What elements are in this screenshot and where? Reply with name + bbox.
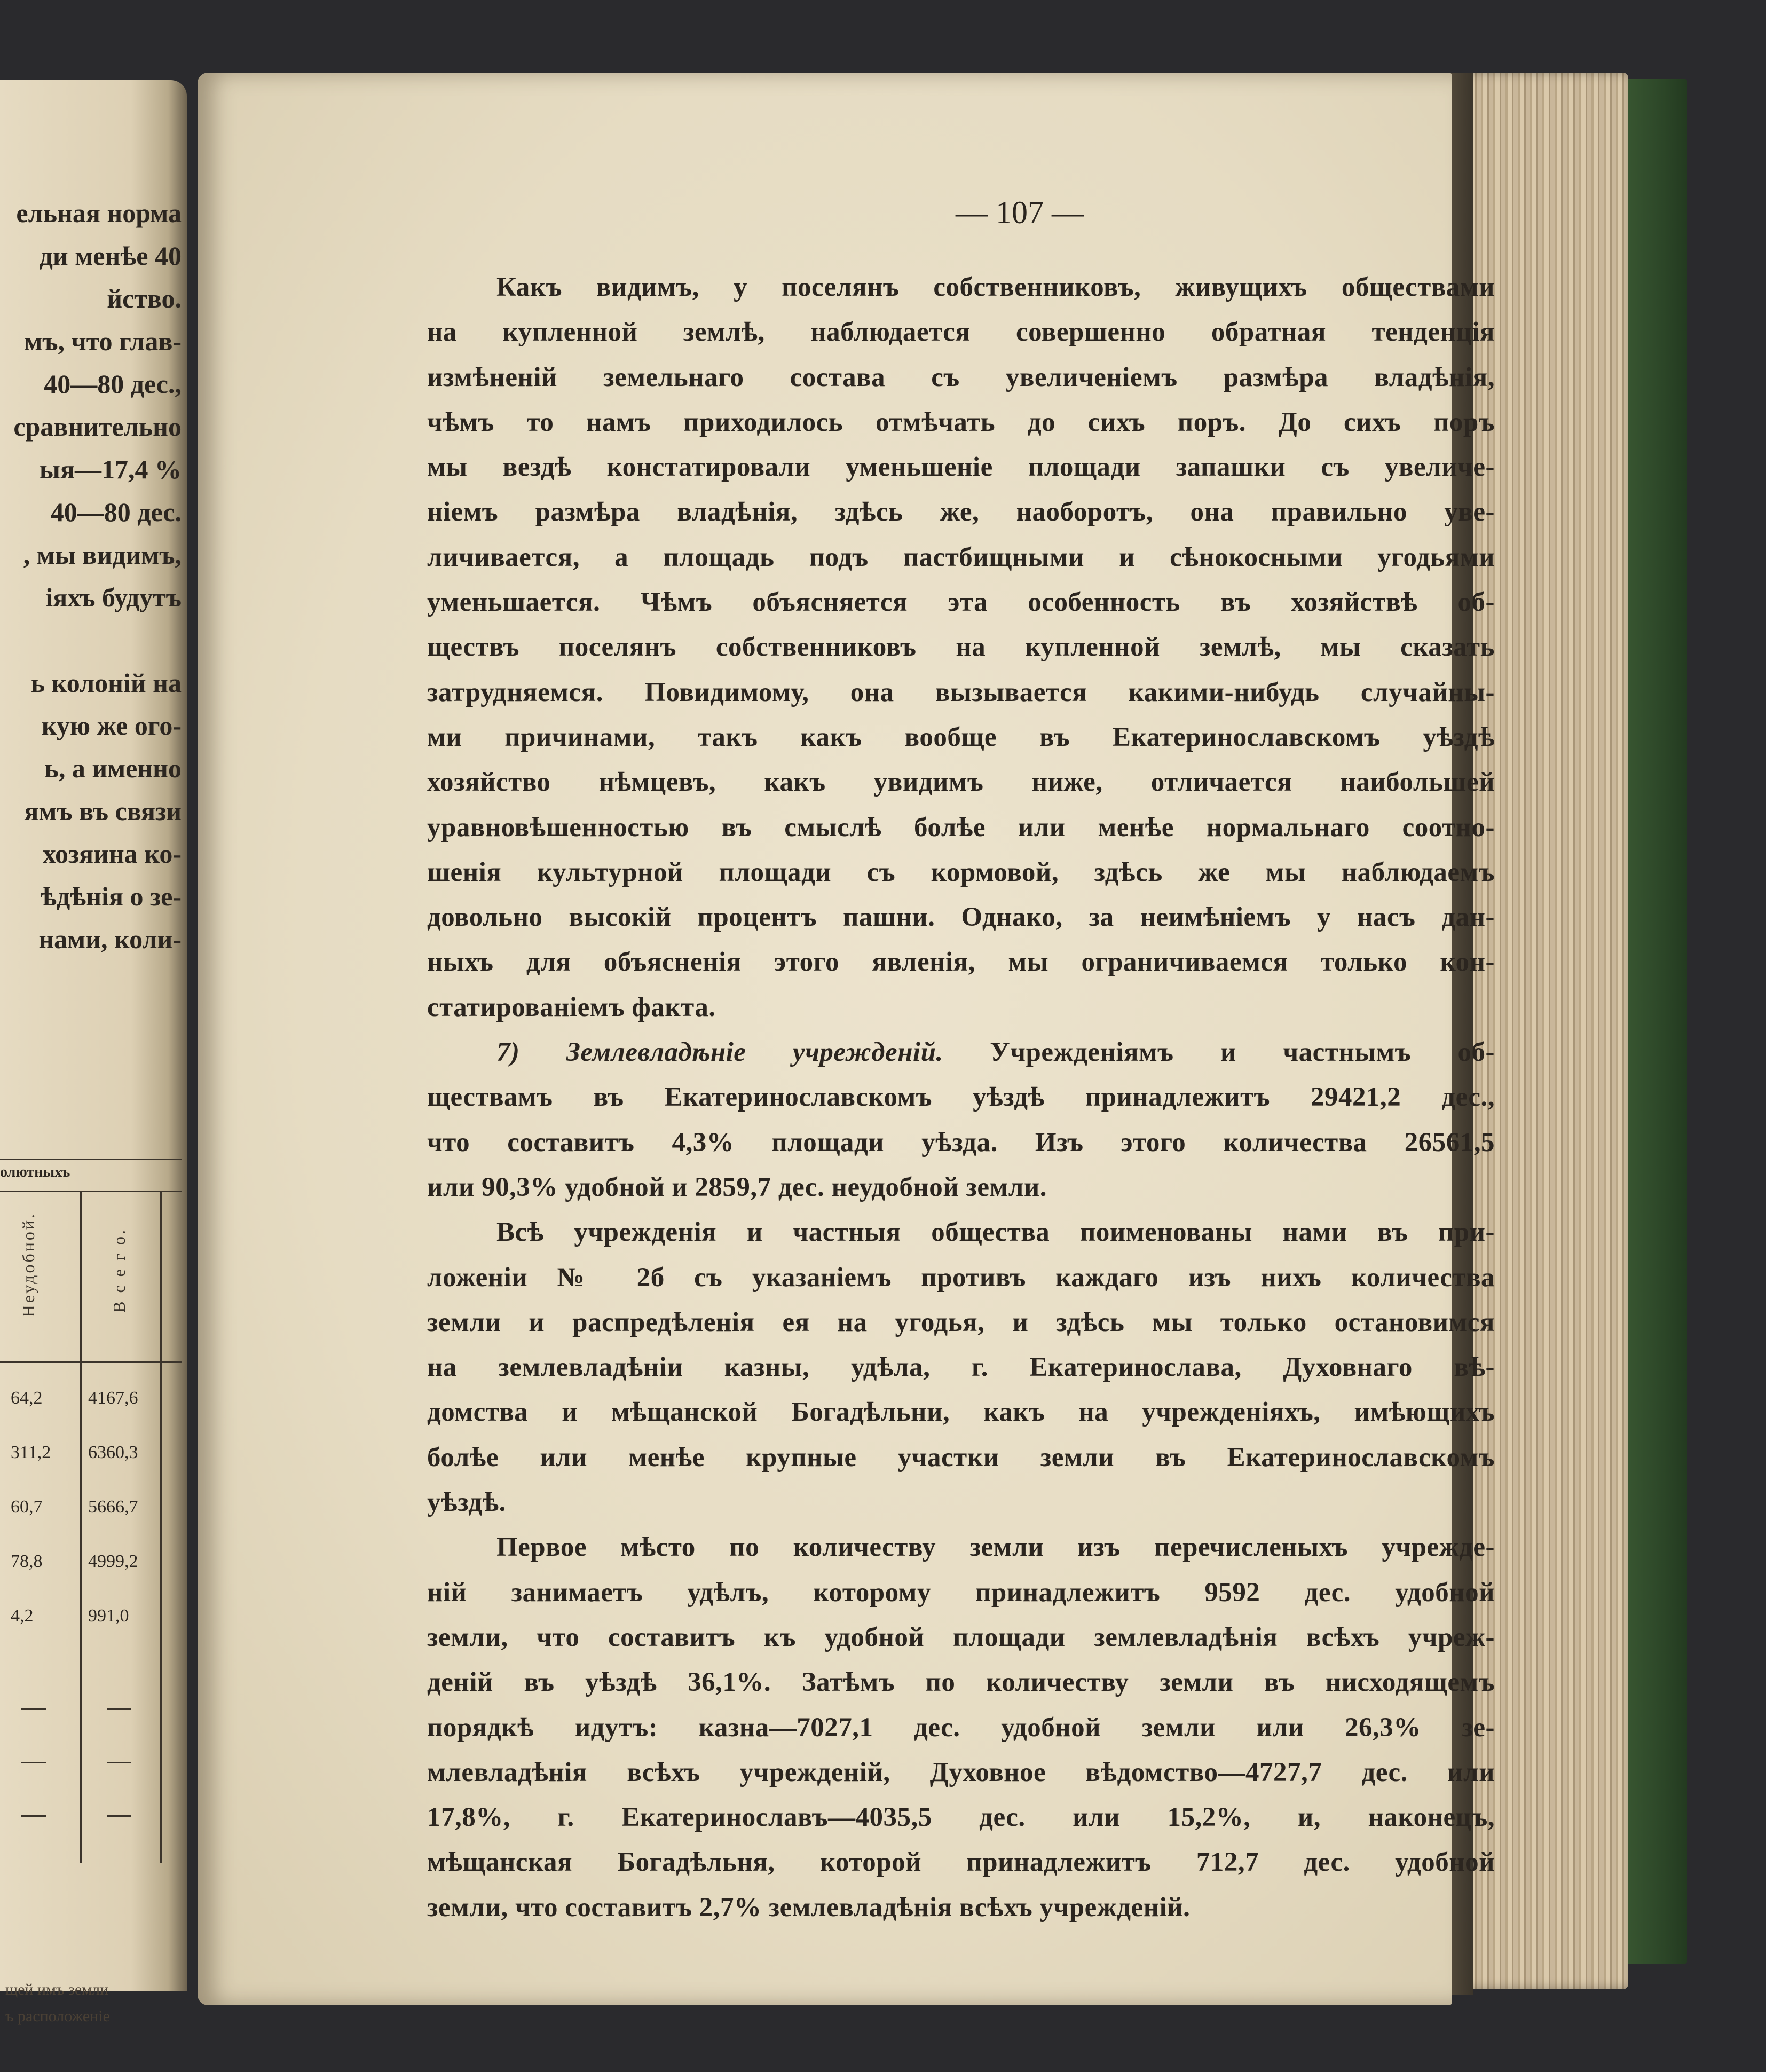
table-rule [0, 1361, 182, 1363]
text-line: что составитъ 4,3% площади уѣзда. Изъ этого количества 26561,5 [427, 1127, 1495, 1157]
text-line: хозяйство нѣмцевъ, какъ увидимъ ниже, отличается наибольшей [427, 767, 1495, 798]
text-line: мѣщанская Богадѣльня, которой принадлежитъ 712,7 дес. удобной [427, 1847, 1495, 1878]
left-page-line: ѣдѣнія о зе- [41, 881, 182, 911]
left-page-line: ь, а именно [44, 753, 182, 783]
left-page-line: 40—80 дес. [50, 497, 182, 527]
section-heading: 7) Землевладѣніе учрежденій. [496, 1037, 943, 1068]
text-line: уѣздѣ. [427, 1487, 506, 1518]
text-line: ществамъ въ Екатеринославскомъ уѣздѣ принадлежитъ 29421,2 дес., [427, 1082, 1495, 1113]
text-line: ложеніи № 2б съ указаніемъ противъ каждаго изъ нихъ количества [427, 1262, 1495, 1293]
table-cell: 6360,3 [88, 1443, 138, 1462]
table-cell: 5666,7 [88, 1497, 138, 1517]
table-dash [107, 1815, 131, 1817]
column-title-total: В с е г о. [109, 1228, 129, 1313]
text-line: ществъ поселянъ собственниковъ на купленной землѣ, мы сказать [427, 632, 1495, 663]
text-line: ми причинами, такъ какъ вообще въ Екатеринославскомъ уѣздѣ [427, 722, 1495, 752]
table-header: олютныхъ [0, 1164, 70, 1180]
left-page-line: іяхъ будутъ [45, 582, 182, 612]
table-cell: 78,8 [11, 1551, 43, 1571]
table-cell: 991,0 [88, 1606, 129, 1626]
text-line: или 90,3% удобной и 2859,7 дес. неудобной земли. [427, 1172, 1047, 1202]
text-line: земли, что составитъ 2,7% землевладѣнія всѣхъ учрежденій. [427, 1892, 1191, 1923]
table-cell: 4167,6 [88, 1388, 138, 1408]
text-line: деній въ уѣздѣ 36,1%. Затѣмъ по количеству земли въ нисходящемъ [427, 1667, 1495, 1698]
table-column-rule [80, 1191, 82, 1863]
text-line: на купленной землѣ, наблюдается совершенно обратная тенденція [427, 317, 1495, 348]
page-number: — 107 — [956, 195, 1084, 230]
left-page-line: йство. [107, 283, 182, 313]
left-page-line: 40—80 дес., [44, 369, 182, 399]
text-line: уменьшается. Чѣмъ объясняется эта особенность въ хозяйствѣ об- [427, 587, 1495, 618]
left-page-line: ельная норма [16, 198, 182, 228]
text-line: статированіемъ факта. [427, 992, 716, 1022]
text-line: шенія культурной площади съ кормовой, здѣсь же мы наблюдаемъ [427, 857, 1495, 887]
left-page-line: кую же ого- [41, 711, 182, 740]
table-cell: 311,2 [11, 1443, 51, 1462]
body-text [427, 265, 1495, 1930]
left-page-line: ыя—17,4 % [39, 454, 182, 484]
right-page [198, 73, 1495, 2005]
table-cell: 4999,2 [88, 1551, 138, 1571]
text-line: уравновѣшенностью въ смыслѣ болѣе или менѣе нормальнаго соотно- [427, 812, 1495, 842]
text-line: чѣмъ то намъ приходилось отмѣчать до сихъ поръ. До сихъ поръ [427, 407, 1495, 437]
text-line: затрудняемся. Повидимому, она вызывается какими-нибудь случайны- [427, 677, 1495, 707]
text-line-rest: Учрежденіямъ и частнымъ об- [943, 1037, 1495, 1068]
table-dash [21, 1762, 46, 1763]
table-cell: 64,2 [11, 1388, 43, 1408]
left-page-line: мъ, что глав- [24, 326, 182, 356]
text-line: домства и мѣщанской Богадѣльни, какъ на учрежденіяхъ, имѣющихъ [427, 1397, 1495, 1428]
table-dash [21, 1815, 46, 1817]
table-cell: 60,7 [11, 1497, 43, 1517]
text-line: ныхъ для объясненія этого явленія, мы ограничиваемся только кон- [427, 947, 1495, 978]
text-line: земли, что составитъ къ удобной площади землевладѣнія всѣхъ учреж- [427, 1622, 1495, 1652]
text-line: Всѣ учрежденія и частныя общества поименованы нами въ при- [496, 1217, 1495, 1248]
left-page-line: , мы видимъ, [23, 540, 182, 570]
table-dash [107, 1708, 131, 1710]
text-line: земли и распредѣленія ея на угодья, и здѣсь мы только остановимся [427, 1307, 1495, 1337]
text-line: 17,8%, г. Екатеринославъ—4035,5 дес. или 15,2%, и, наконецъ, [427, 1802, 1495, 1833]
text-line: довольно высокій процентъ пашни. Однако, за неимѣніемъ у насъ дан- [427, 902, 1495, 933]
text-line: ній занимаетъ удѣлъ, которому принадлежитъ 9592 дес. удобной [427, 1577, 1495, 1608]
table-footnote: щей имъ земли [5, 1981, 109, 1998]
text-line: измѣненій земельнаго состава съ увеличеніемъ размѣра владѣнія, [427, 362, 1495, 392]
table-rule [0, 1191, 182, 1192]
table-dash [107, 1762, 131, 1763]
table-dash [21, 1708, 46, 1710]
text-line: болѣе или менѣе крупные участки земли въ Екатеринославскомъ [427, 1442, 1495, 1472]
left-page-line: ди менѣе 40 [39, 241, 182, 271]
text-line: Какъ видимъ, у поселянъ собственниковъ, живущихъ обществами [496, 272, 1495, 302]
table-footnote: ъ расположеніе [5, 2007, 110, 2025]
text-line: мы вездѣ констатировали уменьшеніе площади запашки съ увеличе- [427, 452, 1495, 483]
table-cell: 4,2 [11, 1606, 34, 1626]
left-page-line: нами, коли- [38, 924, 182, 954]
text-line: млевладѣнія всѣхъ учрежденій, Духовное вѣдомство—4727,7 дес. или [427, 1757, 1495, 1787]
text-line: ніемъ размѣра владѣнія, здѣсь же, наоборотъ, она правильно уве- [427, 497, 1495, 527]
left-page-line: ямъ въ связи [24, 796, 182, 826]
left-page-table [0, 1164, 182, 2025]
text-line: личивается, а площадь подъ пастбищными и сѣнокосными угодьями [427, 542, 1495, 572]
left-page-line: ь колоній на [30, 668, 182, 698]
left-page-line [0, 619, 182, 662]
text-line [427, 1030, 1495, 1075]
table-column-rule [160, 1191, 162, 1863]
text-line: на землевладѣніи казны, удѣла, г. Екатеринослава, Духовнаго вѣ- [427, 1352, 1495, 1383]
column-title-unusable: Неудобной. [19, 1212, 38, 1318]
left-page-line: сравнительно [13, 412, 182, 442]
left-page-text [0, 192, 182, 961]
text-line: порядкѣ идутъ: казна—7027,1 дес. удобной земли или 26,3% зе- [427, 1712, 1495, 1743]
left-page [0, 80, 187, 2025]
table-rule [0, 1159, 182, 1160]
text-line: Первое мѣсто по количеству земли изъ перечисленыхъ учрежде- [496, 1532, 1495, 1563]
left-page-line: хозяина ко- [42, 839, 182, 869]
